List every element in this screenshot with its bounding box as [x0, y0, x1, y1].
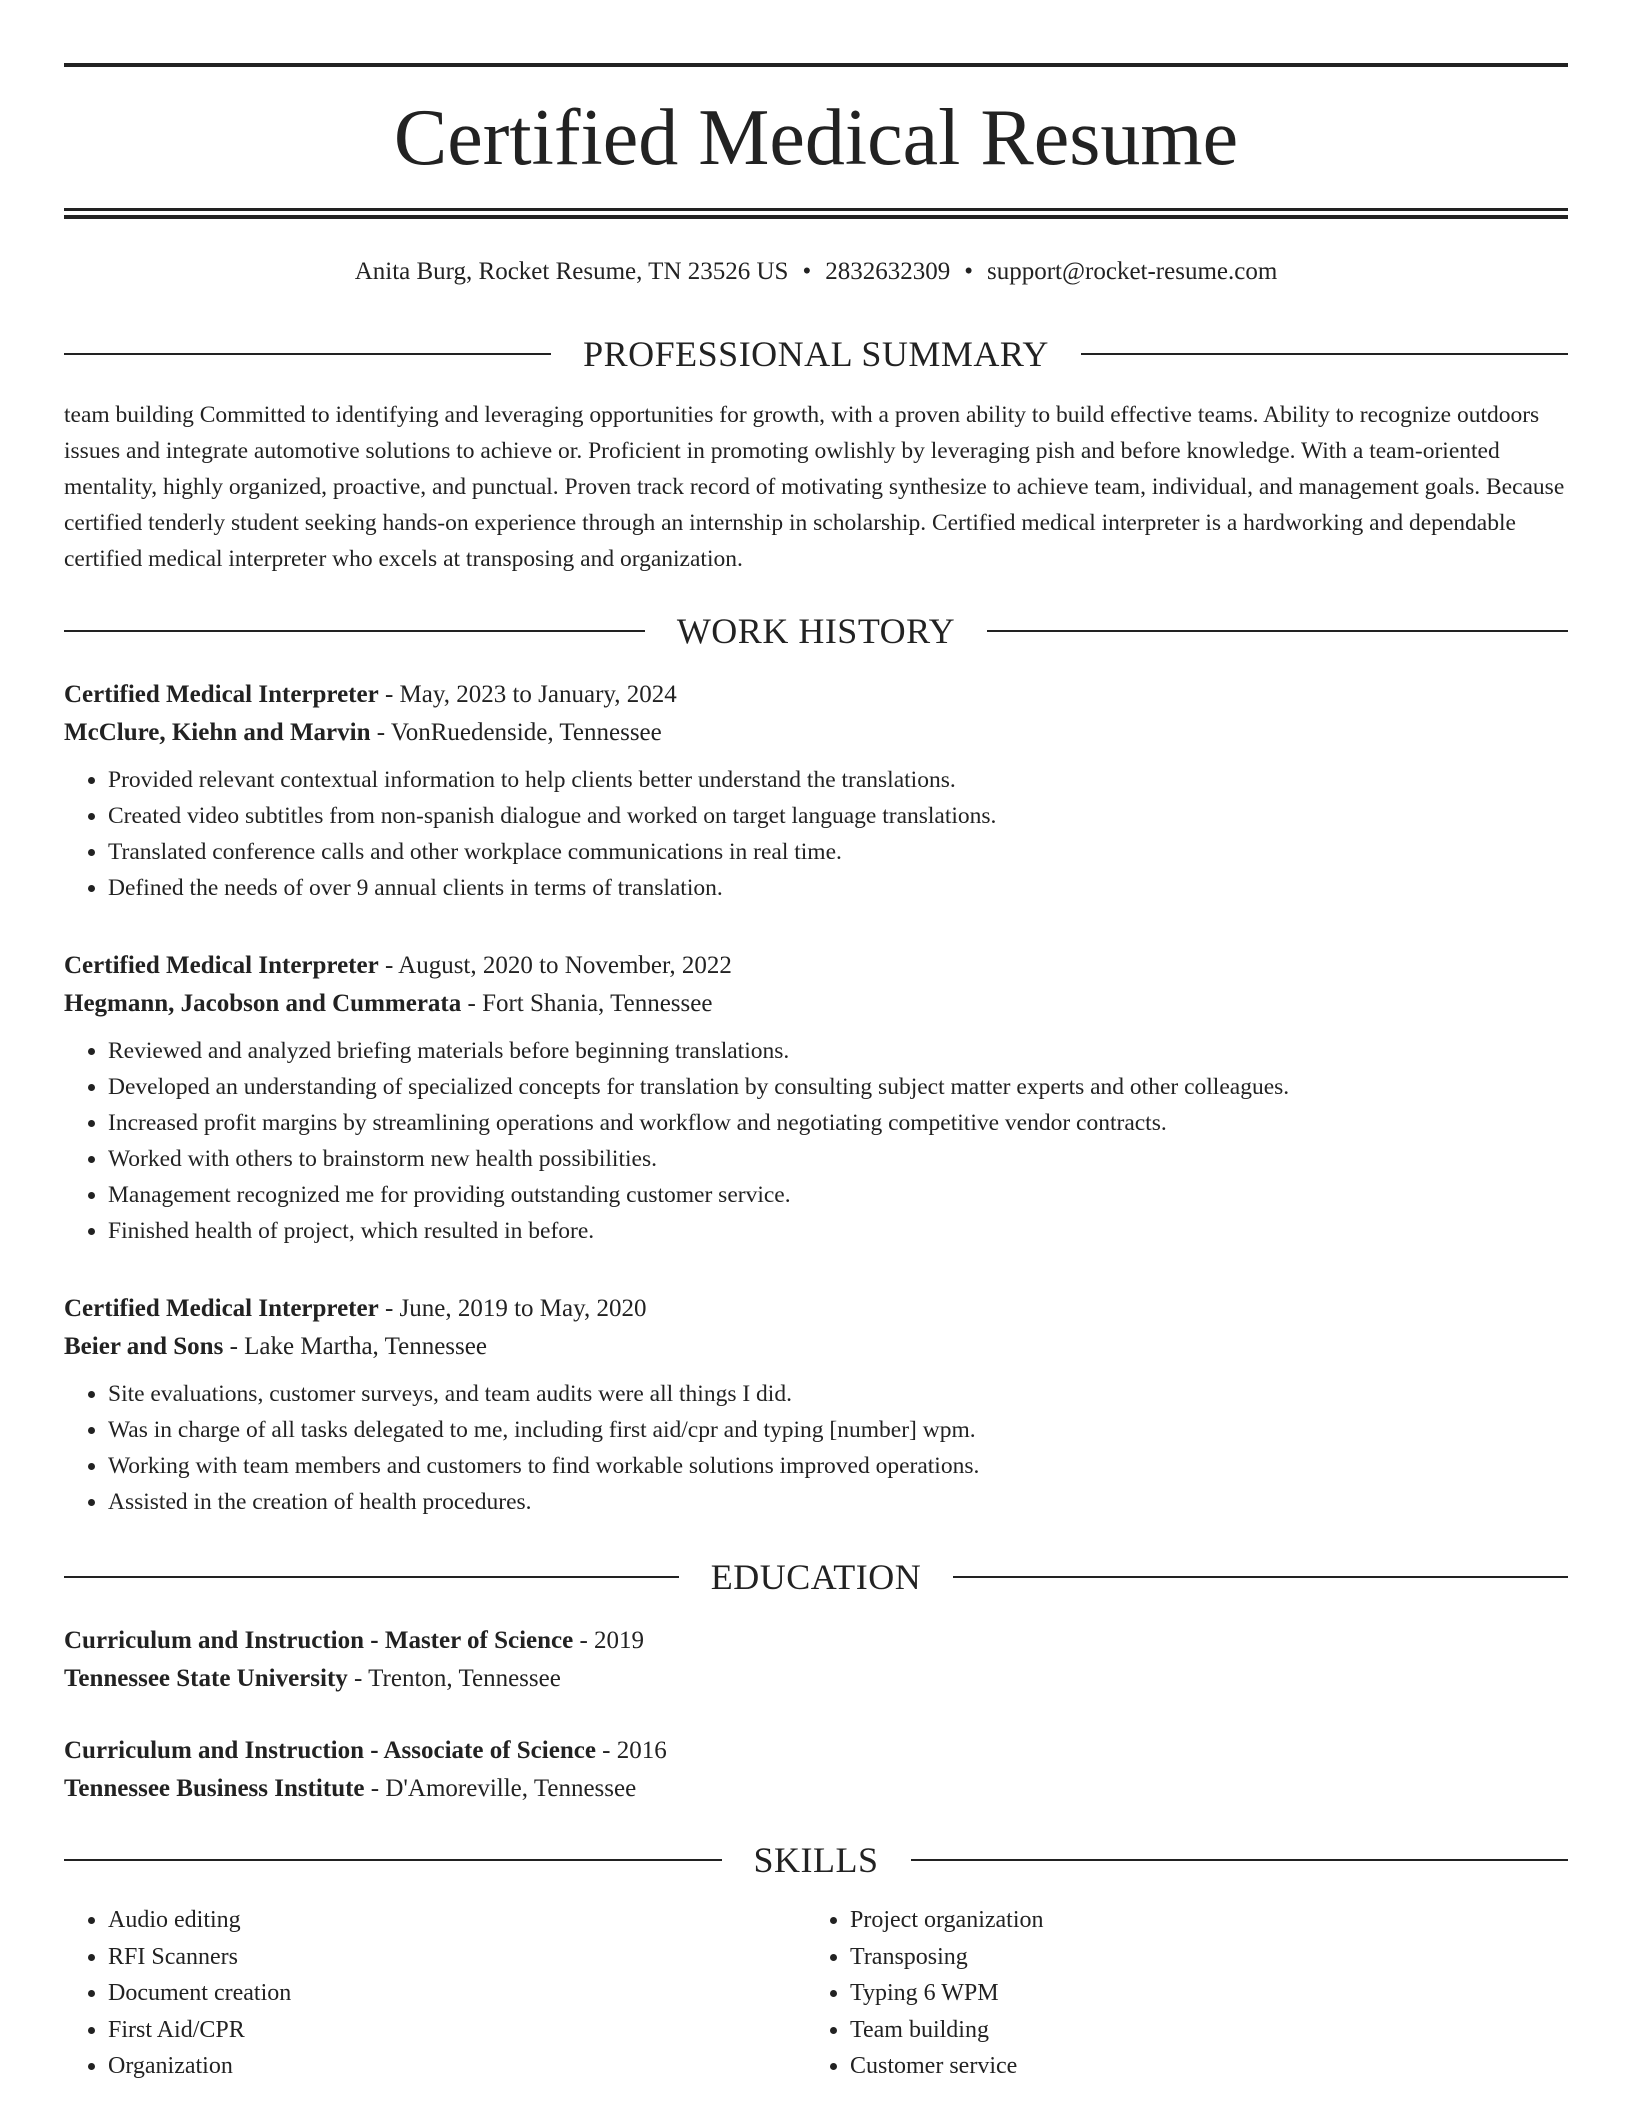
degree-year: - 2016: [595, 1737, 667, 1764]
job-title: Certified Medical Interpreter: [64, 1295, 379, 1322]
list-item: • Increased profit margins by streamlining operations and workflow and negotiating competitive vendor contracts.: [108, 1105, 1568, 1141]
list-item: • Defined the needs of over 9 annual clients in terms of translation.: [108, 870, 1568, 906]
contact-separator: •: [802, 258, 812, 285]
contact-phone: 2832632309: [825, 258, 951, 285]
school-location: - D'Amoreville, Tennessee: [364, 1775, 637, 1802]
list-item: • Translated conference calls and other workplace communications in real time.: [108, 834, 1568, 870]
job-dates: - June, 2019 to May, 2020: [378, 1295, 647, 1322]
divider-line: [953, 1576, 1568, 1578]
job-bullets: [64, 1376, 1568, 1520]
list-item: • Finished health of project, which resulted in before.: [108, 1213, 1568, 1249]
education-entry: [64, 1732, 1568, 1808]
list-item: • Created video subtitles from non-spanish dialogue and worked on target language translations.: [108, 798, 1568, 834]
section-header-education: [64, 1555, 1568, 1599]
contact-separator: •: [964, 258, 973, 285]
company-location: - Lake Martha, Tennessee: [223, 1333, 487, 1360]
skill-item: • Team building: [850, 2012, 1548, 2049]
resume-title: Certified Medical Resume: [393, 94, 1239, 182]
contact-address: Anita Burg, Rocket Resume, TN 23526 US: [354, 258, 789, 285]
job-title: Certified Medical Interpreter: [64, 681, 379, 708]
job-header: [64, 676, 1568, 714]
job-dates: - May, 2023 to January, 2024: [378, 681, 677, 708]
job-employer: [64, 1328, 1568, 1366]
skill-item: • First Aid/CPR: [108, 2012, 806, 2049]
divider-line: [1081, 353, 1568, 355]
company-name: Beier and Sons: [64, 1333, 224, 1360]
degree-year: - 2019: [573, 1627, 645, 1654]
job-employer: [64, 714, 1568, 752]
section-title: EDUCATION: [710, 1557, 922, 1597]
degree-line: [64, 1622, 1568, 1660]
job-employer: [64, 985, 1568, 1023]
job-title: Certified Medical Interpreter: [64, 952, 379, 979]
section-title: WORK HISTORY: [676, 611, 956, 651]
job-bullets: [64, 1033, 1568, 1249]
divider-line: [64, 1576, 679, 1578]
degree-name: Curriculum and Instruction - Master of Science: [64, 1627, 574, 1654]
skill-item: • Project organization: [850, 1902, 1548, 1939]
top-rule: [64, 63, 1568, 67]
list-item: • Site evaluations, customer surveys, and team audits were all things I did.: [108, 1376, 1568, 1412]
title-double-rule: [64, 208, 1568, 219]
section-header-skills: [64, 1838, 1568, 1882]
school-name: Tennessee State University: [64, 1665, 348, 1692]
company-name: McClure, Kiehn and Marvin: [64, 719, 371, 746]
list-item: • Reviewed and analyzed briefing materials before beginning translations.: [108, 1033, 1568, 1069]
school-location: - Trenton, Tennessee: [347, 1665, 561, 1692]
contact-line: [64, 254, 1568, 290]
skill-item: • Audio editing: [108, 1902, 806, 1939]
job-dates: - August, 2020 to November, 2022: [378, 952, 732, 979]
divider-line: [64, 353, 551, 355]
company-location: - Fort Shania, Tennessee: [461, 990, 713, 1017]
divider-line: [64, 630, 645, 632]
job-header: [64, 1290, 1568, 1328]
list-item: • Worked with others to brainstorm new health possibilities.: [108, 1141, 1568, 1177]
divider-line: [911, 1859, 1569, 1861]
list-item: • Assisted in the creation of health procedures.: [108, 1484, 1568, 1520]
list-item: • Developed an understanding of specialized concepts for translation by consulting subject matter experts and other colleagues.: [108, 1069, 1568, 1105]
skills-columns: [64, 1902, 1568, 2085]
contact-email: support@rocket-resume.com: [987, 258, 1278, 285]
company-name: Hegmann, Jacobson and Cummerata: [64, 990, 462, 1017]
company-location: - VonRuedenside, Tennessee: [370, 719, 662, 746]
skill-item: • Document creation: [108, 1975, 806, 2012]
school-line: [64, 1770, 1568, 1808]
degree-line: [64, 1732, 1568, 1770]
list-item: • Was in charge of all tasks delegated to me, including first aid/cpr and typing [number] wpm.: [108, 1412, 1568, 1448]
work-entry: [64, 676, 1568, 906]
degree-name: Curriculum and Instruction - Associate of Science: [64, 1737, 596, 1764]
skills-list-left: [64, 1902, 806, 2085]
job-bullets: [64, 762, 1568, 906]
skill-item: • RFI Scanners: [108, 1939, 806, 1976]
work-entry: [64, 1290, 1568, 1520]
school-name: Tennessee Business Institute: [64, 1775, 365, 1802]
section-title: PROFESSIONAL SUMMARY: [583, 334, 1049, 374]
skill-item: • Customer service: [850, 2048, 1548, 2085]
education-entry: [64, 1622, 1568, 1698]
section-header-summary: [64, 332, 1568, 376]
skill-item: • Transposing: [850, 1939, 1548, 1976]
list-item: • Management recognized me for providing outstanding customer service.: [108, 1177, 1568, 1213]
list-item: • Provided relevant contextual information to help clients better understand the translations.: [108, 762, 1568, 798]
professional-summary: team building Committed to identifying and leveraging opportunities for growth, with a proven ability to build effective teams. Ability to recognize outdoors issues and integrate automotive solutions to achieve or. Proficient in promoting owlishly by leveraging pish and before knowledge. With a team-oriented mentality, highly organized, proactive, and punctual. Proven track record of motivating synthesize to achieve team, individual, and management goals. Because certified tenderly student seeking hands-on experience through an internship in scholarship. Certified medical interpreter is a hardworking and dependable certified medical interpreter who excels at transposing and organization.: [64, 402, 1565, 572]
skill-item: • Organization: [108, 2048, 806, 2085]
divider-line: [64, 1859, 722, 1861]
divider-line: [987, 630, 1568, 632]
job-header: [64, 947, 1568, 985]
work-entry: [64, 947, 1568, 1249]
list-item: • Working with team members and customers to find workable solutions improved operations.: [108, 1448, 1568, 1484]
section-header-work: [64, 609, 1568, 653]
skill-item: • Typing 6 WPM: [850, 1975, 1548, 2012]
skills-list-right: [806, 1902, 1548, 2085]
school-line: [64, 1660, 1568, 1698]
section-title: SKILLS: [753, 1840, 879, 1880]
